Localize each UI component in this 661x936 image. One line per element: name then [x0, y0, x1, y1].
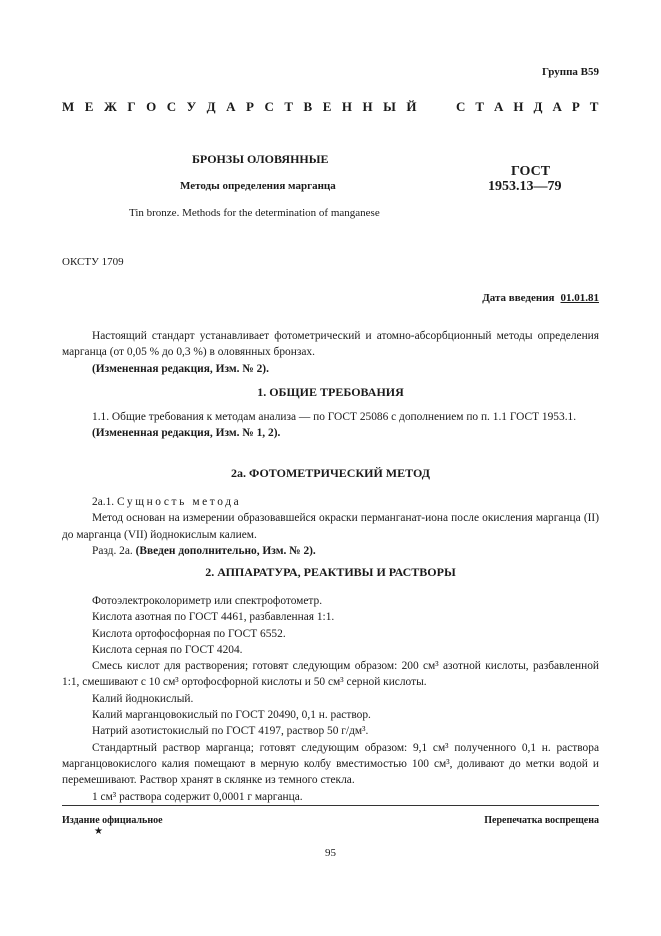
banner-letter: Ж	[103, 99, 118, 114]
banner-letter: С	[166, 99, 177, 114]
section-1-paragraph: 1.1. Общие требования к методам анализа — по ГОСТ 25086 с дополнением по п. 1.1 ГОСТ 1953.1.	[92, 411, 577, 423]
subheading-text: Сущность метода	[117, 496, 242, 508]
banner-letter: Р	[571, 99, 581, 114]
banner-letter: Д	[206, 99, 217, 114]
banner-word-standard	[456, 99, 599, 115]
section-2a-amendment	[62, 543, 599, 559]
banner-letter: А	[226, 99, 236, 114]
group-code: Группа В59	[541, 66, 599, 78]
banner-letter: А	[494, 99, 504, 114]
banner-letter: А	[552, 99, 563, 114]
subheading-number: 2а.1.	[92, 496, 115, 508]
intro-block	[62, 328, 599, 377]
section-1-block	[62, 409, 599, 442]
document-subtitle: Методы определения марганца	[180, 180, 336, 192]
section-2a-paragraph: Метод основан на измерении образовавшейся окраски перманганат-иона после окисления марганца (II) до марганца (VII) йоднокислым калием.	[62, 512, 599, 541]
section-1-heading: 1. ОБЩИЕ ТРЕБОВАНИЯ	[257, 385, 404, 399]
concentration-note: 1 см³ раствора содержит 0,0001 г марганца.	[92, 790, 303, 803]
banner-letter: Е	[84, 99, 94, 114]
footer-divider	[62, 805, 599, 806]
oksty-code: ОКСТУ 1709	[62, 256, 124, 268]
gost-number: 1953.13—79	[488, 179, 562, 194]
banner-letter: Д	[533, 99, 543, 114]
section-1-amendment: (Измененная редакция, Изм. № 1, 2).	[92, 427, 281, 440]
section-2a-subheading	[62, 494, 599, 510]
section-2a-block	[62, 494, 599, 559]
banner-letter: Н	[341, 99, 353, 114]
standard-banner	[62, 99, 599, 115]
section-2-heading: 2. АППАРАТУРА, РЕАКТИВЫ И РАСТВОРЫ	[205, 565, 456, 579]
effective-date	[482, 292, 599, 304]
banner-letter: Й	[406, 99, 417, 114]
banner-letter: Г	[127, 99, 137, 114]
reagent-item: Натрий азотистокислый по ГОСТ 4197, раствор 50 г/дм³.	[92, 725, 369, 738]
banner-letter: Т	[284, 99, 294, 114]
banner-letter: Н	[362, 99, 374, 114]
document-title: БРОНЗЫ ОЛОВЯННЫЕ	[192, 152, 329, 166]
reagent-item: Кислота ортофосфорная по ГОСТ 6552.	[92, 627, 286, 640]
banner-letter: Ы	[383, 99, 397, 114]
effective-date-value: 01.01.81	[560, 292, 599, 304]
section-2-block	[62, 593, 599, 805]
amendment-prefix: Разд. 2а.	[92, 544, 133, 557]
banner-letter: У	[186, 99, 197, 114]
intro-paragraph: Настоящий стандарт устанавливает фотометрический и атомно-абсорбционный методы определения марганца (от 0,05 % до 0,3 %) в оловянных бронзах.	[62, 330, 599, 359]
reagent-item: Калий марганцовокислый по ГОСТ 20490, 0,1 н. раствор.	[92, 709, 371, 722]
amendment-note: (Введен дополнительно, Изм. № 2).	[135, 544, 316, 557]
reagent-item: Кислота серная по ГОСТ 4204.	[92, 643, 243, 656]
banner-letter: О	[146, 99, 157, 114]
banner-letter: Р	[246, 99, 255, 114]
banner-letter: Е	[322, 99, 332, 114]
reagent-item: Калий йоднокислый.	[92, 692, 194, 705]
section-2a-heading: 2а. ФОТОМЕТРИЧЕСКИЙ МЕТОД	[231, 466, 430, 480]
banner-letter: С	[264, 99, 275, 114]
reagent-item: Кислота азотная по ГОСТ 4461, разбавленная 1:1.	[92, 611, 335, 624]
reagent-item: Фотоэлектроколориметр или спектрофотометр.	[92, 595, 323, 607]
standard-solution-paragraph: Стандартный раствор марганца; готовят следующим образом: 9,1 см³ полученного 0,1 н. раствора марганцовокислого калия помещают в мерную колбу вместимостью 100 см³, доливают до метки водой и перемешивают. Раствор хранят в склянке из темного стекла.	[62, 741, 599, 787]
intro-amendment: (Измененная редакция, Изм. № 2).	[92, 362, 269, 375]
banner-letter: Н	[513, 99, 525, 114]
star-icon: ★	[94, 826, 103, 837]
page-number: 95	[325, 847, 336, 859]
banner-letter: Т	[475, 99, 485, 114]
banner-letter: С	[456, 99, 466, 114]
english-title: Tin bronze. Methods for the determination of manganese	[129, 207, 380, 219]
official-edition: Издание официальное	[62, 815, 163, 826]
banner-word-interstate	[62, 99, 417, 115]
banner-letter: М	[62, 99, 75, 114]
gost-label: ГОСТ	[511, 164, 551, 179]
reprint-prohibited: Перепечатка воспрещена	[484, 815, 599, 826]
banner-letter: В	[303, 99, 313, 114]
banner-letter: Т	[589, 99, 599, 114]
effective-date-label: Дата введения	[482, 292, 555, 304]
acid-mix-paragraph: Смесь кислот для растворения; готовят следующим образом: 200 см³ азотной кислоты, разбавленной 1:1, смешивают с 10 см³ ортофосфорной кислоты и 50 см³ серной кислоты.	[62, 660, 599, 689]
